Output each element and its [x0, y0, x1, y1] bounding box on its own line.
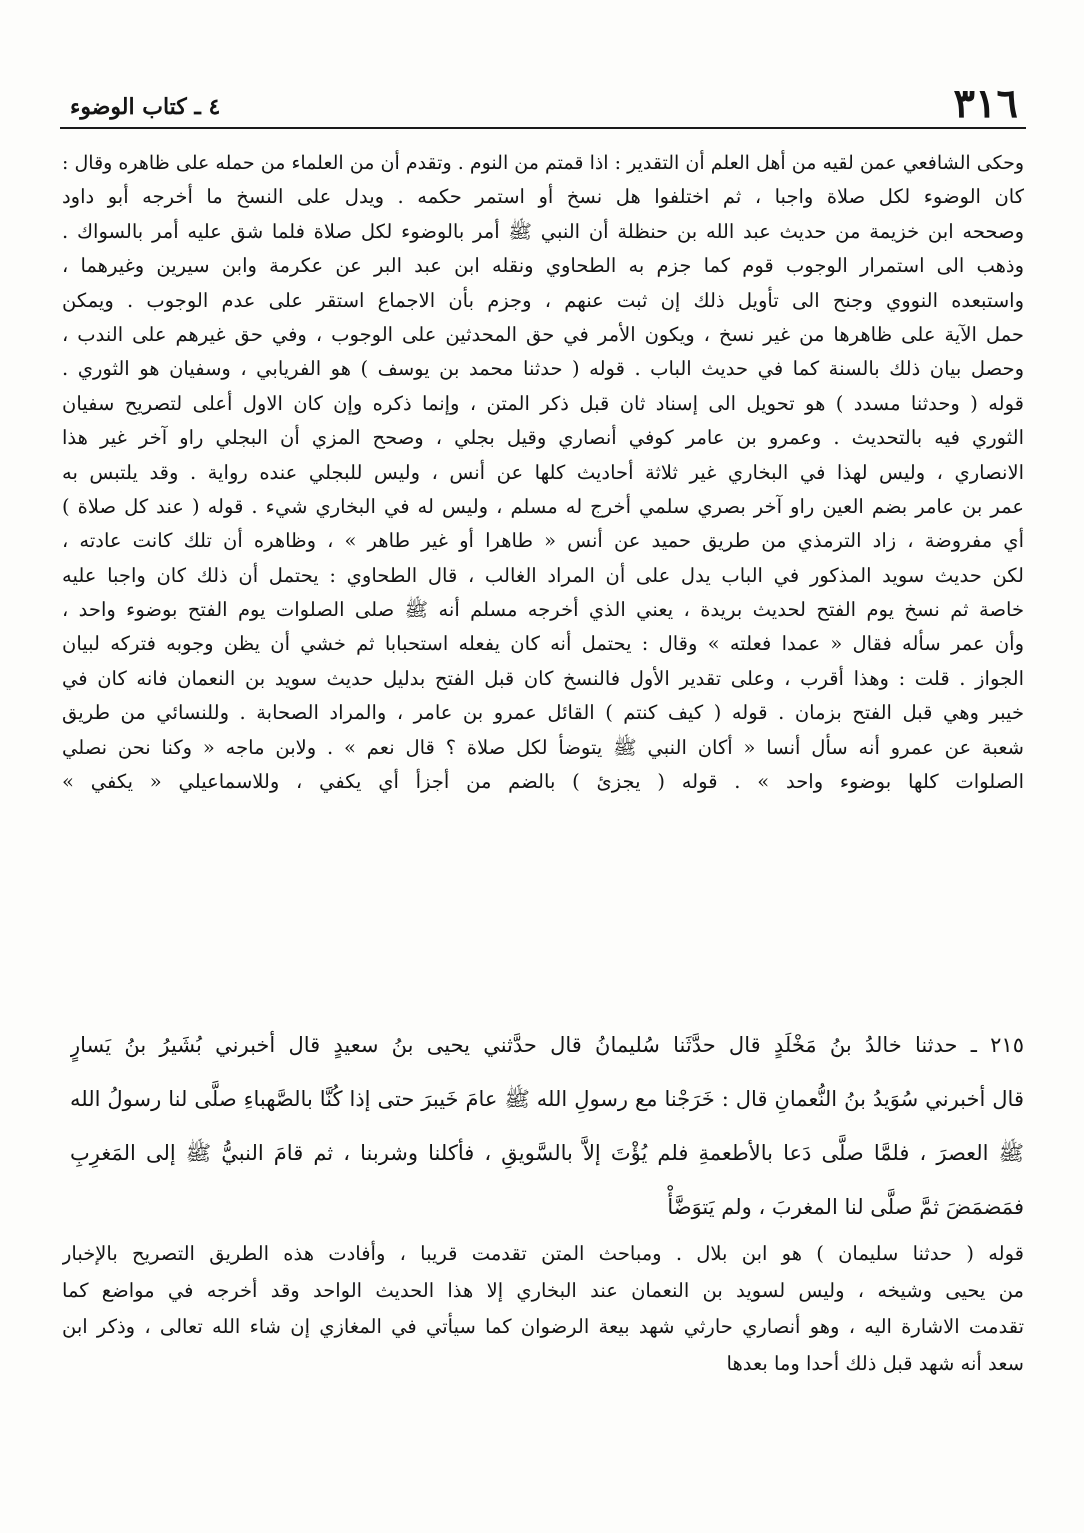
note-line: قوله ( حدثنا سليمان ) هو ابن بلال . ومباحث المتن تقدمت قريبا ، وأفادت هذه الطريق التصريح بالإخبار [62, 1242, 1024, 1265]
chapter-title: ٤ ـ كتاب الوضوء [70, 94, 221, 120]
commentary-line: وحكى الشافعي عمن لقيه من أهل العلم أن التقدير : اذا قمتم من النوم . وتقدم أن من العلماء من حمله على ظاهره وقال : [62, 152, 1024, 174]
commentary-line: الانصاري ، وليس لهذا في البخاري غير ثلاثة أحاديث كلها عن أنس ، وليس للبجلي عنده رواية . وقد يلتبس به [62, 460, 1024, 484]
header-divider [60, 127, 1026, 129]
commentary-line: وأن عمر سأله فقال « عمدا فعلته » وقال : يحتمل أنه كان يفعله استحبابا ثم خشي أن يظن وجوبه فتركه لبيان [62, 632, 1024, 656]
commentary-line: حمل الآية على ظاهرها من غير نسخ ، ويكون الأمر في حق المحدثين على الوجوب ، وفي حق غيرهم على الندب ، [62, 322, 1024, 346]
note-line: سعد أنه شهد قبل ذلك أحدا وما بعدها [726, 1351, 1024, 1375]
commentary-line: وذهب الى استمرار الوجوب قوم كما جزم به الطحاوي ونقله ابن عبد البر عن عكرمة وابن سيرين وغيرهما ، [62, 254, 1024, 278]
hadith-line: ﷺ العصرَ ، فلمَّا صلَّى دَعا بالأطعمةِ فلم يُؤْتَ إلاَّ بالسَّويقِ ، فأكلنا وشربنا ، ثم قامَ النبيُّ ﷺ إلى المَغرِبِ [70, 1141, 1024, 1165]
note-text [62, 1236, 1024, 1382]
commentary-line: شعبة عن عمرو أنه سأل أنسا « أكان النبي ﷺ يتوضأ لكل صلاة ؟ قال نعم » . ولابن ماجه « وكنا نحن نصلي [62, 735, 1024, 759]
page-number: ٣١٦ [953, 80, 1018, 127]
note-line: تقدمت الاشارة اليه ، وهو أنصاري حارثي شهد بيعة الرضوان كما سيأتي في المغازي إن شاء الله تعالى ، وذكر ابن [62, 1315, 1024, 1338]
commentary-line: خاصة ثم نسخ يوم الفتح لحديث بريدة ، يعني الذي أخرجه مسلم أنه ﷺ صلى الصلوات يوم الفتح بوضوء واحد ، [62, 598, 1024, 622]
hadith-line: فمَضمَضَ ثمَّ صلَّى لنا المغربَ ، ولم يَتوَضَّأْ [667, 1195, 1024, 1219]
hadith-text [70, 1018, 1024, 1234]
commentary-line: الجواز . قلت : وهذا أقرب ، وعلى تقدير الأول فالنسخ كان قبل الفتح بدليل حديث سويد بن النعمان فانه كان في [62, 666, 1024, 690]
hadith-line: قال أخبرني سُوَيدُ بنُ النُّعمانِ قال : خَرَجْنا مع رسولِ الله ﷺ عامَ خَيبرَ حتى إذا كُنَّا بالصَّهباءِ صلَّى لنا رسولُ الله [70, 1087, 1024, 1111]
commentary-line: قوله ( وحدثنا مسدد ) هو تحويل الى إسناد ثان قبل ذكر المتن ، وإنما ذكره وإن كان الاول أعلى لتصريح سفيان [62, 391, 1024, 415]
commentary-line: وصححه ابن خزيمة من حديث عبد الله بن حنظلة أن النبي ﷺ أمر بالوضوء لكل صلاة فلما شق عليه أمر بالسواك . [62, 219, 1024, 243]
hadith-line: ٢١٥ ـ حدثنا خالدُ بنُ مَخْلَدٍ قال حدَّثَنا سُليمانُ قال حدَّثني يحيى بنُ سعيدٍ قال أخبرني بُشَيرُ بنُ يَسارٍ [70, 1033, 1024, 1057]
commentary-line: أي مفروضة ، زاد الترمذي من طريق حميد عن أنس « طاهرا أو غير طاهر » ، وظاهره أن تلك كانت عادته ، [62, 529, 1024, 553]
commentary-line: لكن حديث سويد المذكور في الباب يدل على أن المراد الغالب ، قال الطحاوي : يحتمل أن ذلك كان واجبا عليه [62, 563, 1024, 587]
commentary-line: واستبعده النووي وجنح الى تأويل ذلك إن ثبت عنهم ، وجزم بأن الاجماع استقر على عدم الوجوب . ويمكن [62, 288, 1024, 312]
commentary-line: عمر بن عامر بضم العين راو آخر بصري سلمي أخرج له مسلم ، وليس له في البخاري شيء . قوله ( عند كل صلاة ) [62, 494, 1024, 518]
commentary-line: خيبر وهي قبل الفتح بزمان . قوله ( كيف كنتم ) القائل عمرو بن عامر ، والمراد الصحابة . وللنسائي من طريق [62, 701, 1024, 725]
commentary-line: كان الوضوء لكل صلاة واجبا ، ثم اختلفوا هل نسخ أو استمر حكمه . ويدل على النسخ ما أخرجه أبو داود [62, 185, 1024, 209]
commentary-line: الصلوات كلها بوضوء واحد » . قوله ( يجزئ ) بالضم من أجزأ أي يكفي ، وللاسماعيلي « يكفي » [62, 770, 1024, 794]
note-line: من يحيى وشيخه ، وليس لسويد بن النعمان عند البخاري إلا هذا الحديث الواحد وقد أخرجه في مواضع كما [62, 1278, 1024, 1302]
commentary-line: الثوري فيه بالتحديث . وعمرو بن عامر كوفي أنصاري وقيل بجلي ، وصحح المزي أن البجلي راو آخر غير هذا [62, 426, 1024, 450]
commentary-text [62, 146, 1024, 799]
page-header [62, 72, 1022, 127]
commentary-line: وحصل بيان ذلك بالسنة كما في حديث الباب . قوله ( حدثنا محمد بن يوسف ) هو الفريابي ، وسفيان هو الثوري . [62, 357, 1024, 381]
